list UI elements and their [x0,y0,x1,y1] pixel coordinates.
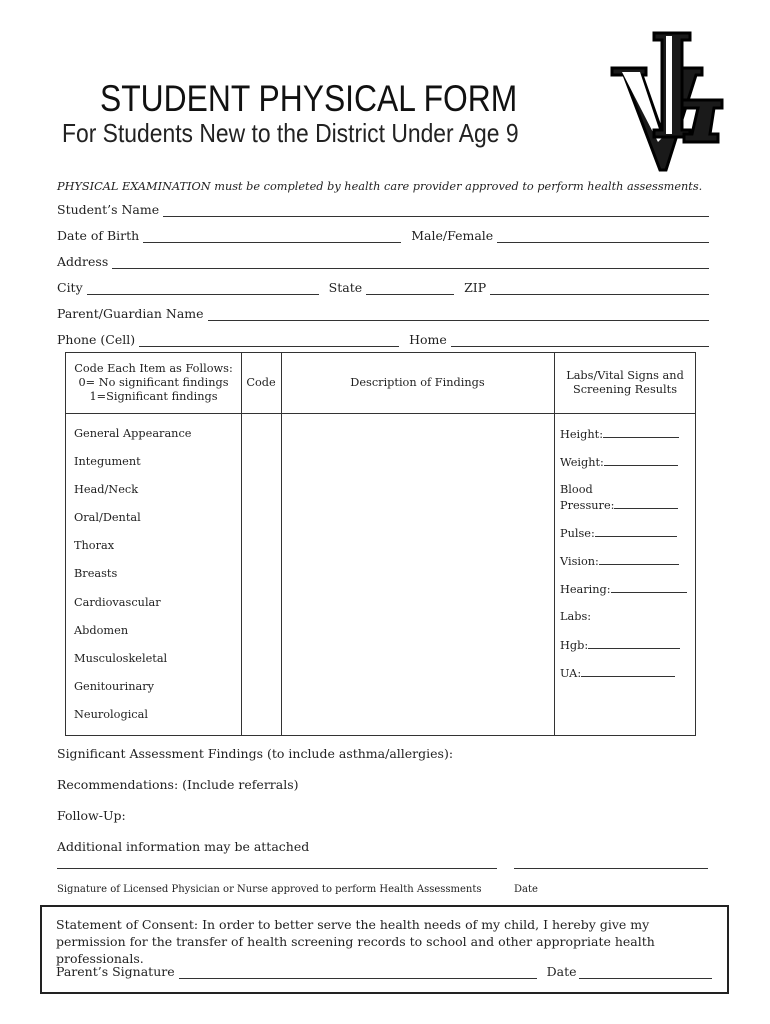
code-header: Code [246,376,276,389]
exam-item: Abdomen [74,623,129,637]
bp-field[interactable] [614,498,678,509]
zip-field[interactable] [490,280,709,295]
vision-label: Vision: [560,555,599,568]
phone-cell-field[interactable] [139,332,399,347]
student-name-label: Student’s Name [57,202,160,217]
sex-field[interactable] [497,228,709,243]
hearing-label: Hearing: [560,583,611,596]
exam-item: Cardiovascular [74,595,161,609]
city-field[interactable] [87,280,319,295]
exam-instructions: PHYSICAL EXAMINATION must be completed by health care provider approved to perform health assessments. [57,180,703,193]
weight-field[interactable] [604,455,678,466]
state-field[interactable] [366,280,454,295]
findings-label: Significant Assessment Findings (to include asthma/allergies): [57,746,454,761]
hgb-field[interactable] [588,638,680,649]
physician-signature-field[interactable] [57,868,497,869]
exam-item: Head/Neck [74,483,139,497]
phone-row [57,329,709,347]
exam-item: Breasts [74,567,118,581]
dob-row [57,225,709,243]
ua-field[interactable] [581,666,675,677]
labs-label: Labs: [560,610,592,623]
exam-item: Genitourinary [74,679,155,693]
parent-signature-label: Parent’s Signature [56,964,175,979]
exam-item: Oral/Dental [74,511,141,525]
parent-date-label: Date [546,964,577,979]
student-name-field[interactable] [163,202,709,217]
exam-item-list [74,427,191,736]
exam-item: Integument [74,455,141,469]
exam-item: General Appearance [74,427,192,440]
state-label: State [328,280,363,295]
parent-signature-row [56,964,712,979]
description-header: Description of Findings [350,376,485,389]
form-subtitle: For Students New to the District Under Age 9 [62,118,519,148]
vitals-header-line: Labs/Vital Signs and [566,369,684,382]
code-legend-header [66,353,241,413]
vitals-header [554,353,696,413]
physician-signature-caption: Signature of Licensed Physician or Nurse approved to perform Health Assessments [57,884,482,895]
parent-date-field[interactable] [579,964,712,979]
parent-signature-field[interactable] [179,964,537,979]
hgb-label: Hgb: [560,639,589,652]
height-field[interactable] [603,427,679,438]
code-legend-line: 0= No significant findings [78,376,229,389]
consent-box [40,905,729,994]
guardian-row [57,303,709,321]
vision-field[interactable] [599,554,679,565]
weight-label: Weight: [560,456,604,469]
guardian-field[interactable] [208,306,709,321]
dob-field[interactable] [143,228,401,243]
exam-table [65,352,696,736]
city-label: City [57,280,83,295]
vi-monogram-logo-icon [610,30,728,172]
address-label: Address [57,254,109,269]
table-header-divider [66,413,695,414]
ua-label: UA: [560,667,582,680]
physician-date-field[interactable] [514,868,708,869]
address-field[interactable] [112,254,709,269]
zip-label: ZIP [464,280,487,295]
phone-home-label: Home [409,332,447,347]
consent-statement: Statement of Consent: In order to better serve the health needs of my child, I hereby give my permission for the transfer of health screening records to school and other appropriate health professionals. [56,917,655,966]
pulse-label: Pulse: [560,527,595,540]
exam-item: Musculoskeletal [74,651,168,665]
guardian-label: Parent/Guardian Name [57,306,204,321]
dob-label: Date of Birth [57,228,140,243]
address-row [57,251,709,269]
student-name-row [57,199,709,217]
sex-label: Male/Female [411,228,494,243]
pulse-field[interactable] [595,526,677,537]
followup-label: Follow-Up: [57,808,126,823]
phone-home-field[interactable] [451,332,709,347]
hearing-field[interactable] [611,582,687,593]
height-label: Height: [560,428,604,441]
physician-date-caption: Date [514,884,538,895]
recommendations-label: Recommendations: (Include referrals) [57,777,299,792]
additional-info-note: Additional information may be attached [57,839,310,854]
phone-cell-label: Phone (Cell) [57,332,136,347]
bp-label-cont: Pressure: [560,499,615,512]
exam-item: Neurological [74,707,148,721]
exam-item: Thorax [74,539,115,553]
form-title: STUDENT PHYSICAL FORM [100,78,518,119]
bp-label: Blood [560,483,593,496]
code-legend-line: 1=Significant findings [89,390,218,403]
city-row [57,277,709,295]
code-legend-line: Code Each Item as Follows: [74,362,233,375]
vitals-header-line: Screening Results [572,383,678,396]
